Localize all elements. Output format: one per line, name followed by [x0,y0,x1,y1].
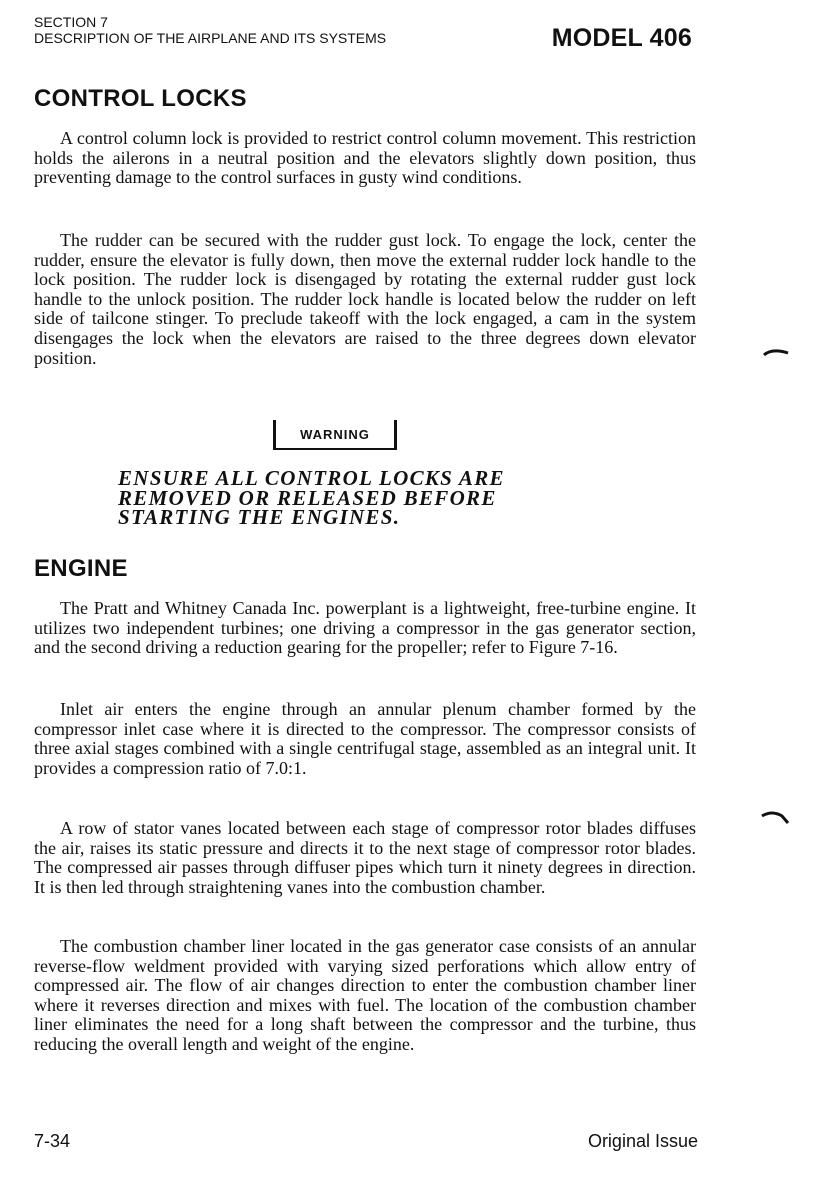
warning-text: ENSURE ALL CONTROL LOCKS ARE REMOVED OR RELEASED BEFORE STARTING THE ENGINES. [118,466,505,529]
paragraph: A row of stator vanes located between each stage of compressor rotor blades diffuses the air, raises its static pressure and directs it to the next stage of compressor rotor blades. The compressed air passes through diffuser pipes which turn it ninety degrees in direction. It is then led through straightening vanes into the combustion chamber. [34,818,696,897]
page-number: 7-34 [34,1131,71,1151]
paragraph: The Pratt and Whitney Canada Inc. powerplant is a lightweight, free-turbine engine. It utilizes two independent turbines; one driving a compressor in the gas generator section, and the second driving a reduction gearing for the propeller; refer to Figure 7-16. [34,598,696,658]
page-header-section [34,14,386,46]
revision-mark [762,346,790,358]
heading-engine: ENGINE [34,555,128,582]
paragraph: A control column lock is provided to restrict control column movement. This restriction holds the ailerons in a neutral position and the elevators slightly down position, thus preventing damage to the control surfaces in gusty wind conditions. [34,128,696,188]
model-title: MODEL 406 [551,24,692,52]
paragraph: The combustion chamber liner located in the gas generator case consists of an annular reverse-flow weldment provided with varying sized perforations which allow entry of compressed air. The flow of air changes direction to enter the combustion chamber liner where it reverses direction and mixes with fuel. The location of the combustion chamber liner eliminates the need for a long shaft between the compressor and the turbine, thus reducing the overall length and weight of the engine. [34,936,696,1054]
section-number: SECTION 7 [34,14,108,30]
warning-label: WARNING [300,426,370,442]
warning-box [273,420,397,450]
revision-mark [760,808,790,826]
paragraph: Inlet air enters the engine through an annular plenum chamber formed by the compressor inlet case where it is directed to the compressor. The compressor consists of three axial stages combined with a single centrifugal stage, assembled as an integral unit. It provides a compression ratio of 7.0:1. [34,699,696,778]
section-title: DESCRIPTION OF THE AIRPLANE AND ITS SYSTEMS [34,30,387,46]
issue-label: Original Issue [587,1131,698,1151]
heading-control-locks: CONTROL LOCKS [34,85,247,112]
paragraph: The rudder can be secured with the rudder gust lock. To engage the lock, center the rudder, ensure the elevator is fully down, then move the external rudder lock handle to the lock position. The rudder lock is disengaged by rotating the external rudder gust lock handle to the unlock position. The rudder lock handle is located below the rudder on left side of tailcone stinger. To preclude takeoff with the lock engaged, a cam in the system disengages the lock when the elevators are raised to the three degrees down elevator position. [34,230,696,368]
